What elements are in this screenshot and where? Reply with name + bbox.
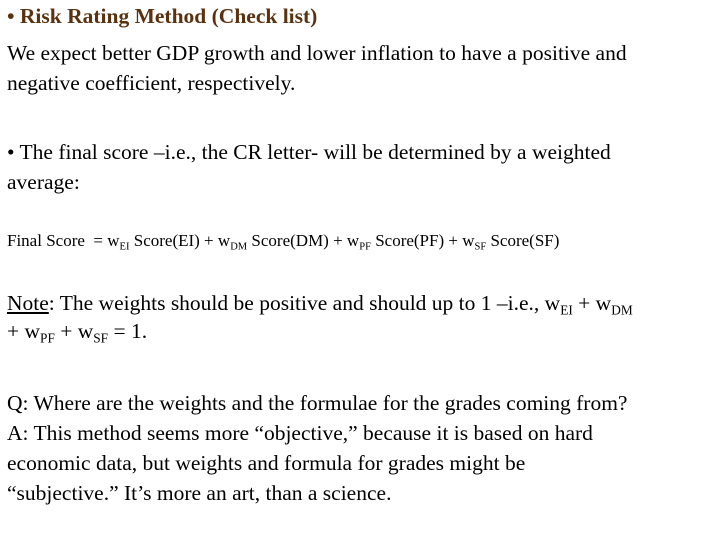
question: Q: Where are the weights and the formulae for the grades coming from?: [7, 391, 628, 415]
formula-lhs: Final Score: [7, 231, 85, 250]
formula-part: = w: [93, 231, 120, 250]
formula: [7, 231, 559, 251]
formula-part: Score(PF) + w: [370, 231, 475, 250]
formula-part: Score(DM) + w: [247, 231, 360, 250]
answer-line-2: economic data, but weights and formula for grades might be: [7, 451, 526, 475]
point2-line-2: average:: [7, 170, 80, 194]
slide-title: [7, 4, 317, 28]
note-text: + w: [54, 319, 94, 343]
subscript: SF: [93, 330, 109, 346]
bullet-icon: •: [7, 4, 15, 28]
note-text: + w: [572, 291, 612, 315]
subscript: DM: [611, 302, 633, 318]
formula-part: Score(EI) + w: [129, 231, 231, 250]
formula-part: Score(SF): [486, 231, 560, 250]
note-label: Note: [7, 291, 49, 315]
point2-text: The final score –i.e., the CR letter- will be determined by a weighted: [19, 140, 611, 164]
point2-line-1: [7, 140, 611, 164]
subscript: EI: [119, 241, 130, 253]
bullet-icon: •: [7, 140, 15, 164]
note-text: + w: [7, 319, 41, 343]
title-text: Risk Rating Method (Check list): [19, 4, 318, 28]
subscript: PF: [359, 241, 371, 253]
note-text: : The weights should be positive and should up to 1 –i.e., w: [48, 291, 561, 315]
answer-line-1: A: This method seems more “objective,” because it is based on hard: [7, 421, 593, 445]
subscript: DM: [230, 241, 248, 253]
intro-line-1: We expect better GDP growth and lower inflation to have a positive and: [7, 41, 627, 65]
note-line-1: [7, 291, 633, 318]
note-line-2: [7, 319, 148, 346]
subscript: EI: [560, 302, 573, 318]
answer-line-3: “subjective.” It’s more an art, than a science.: [7, 481, 392, 505]
subscript: SF: [474, 241, 487, 253]
intro-line-2: negative coefficient, respectively.: [7, 71, 296, 95]
note-text: = 1.: [108, 319, 148, 343]
subscript: PF: [40, 330, 55, 346]
